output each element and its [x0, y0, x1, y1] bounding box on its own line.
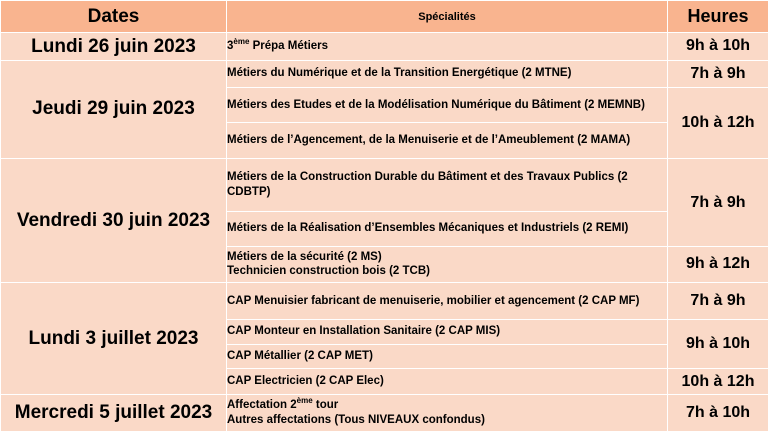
hour-cell: 10h à 12h [668, 368, 768, 394]
specialite-cell [227, 247, 668, 283]
specialite-tour: tour [312, 399, 339, 412]
specialite-number: 3 [227, 40, 234, 53]
specialite-superscript: ème [296, 396, 313, 406]
specialite-label: Prépa Métiers [249, 40, 329, 53]
header-row [1, 1, 768, 33]
specialite-cell: Métiers du Numérique et de la Transition Energétique (2 MTNE) [227, 60, 668, 87]
date-cell-lundi-3-juillet: Lundi 3 juillet 2023 [1, 282, 227, 395]
hour-cell: 7h à 9h [668, 282, 768, 320]
hour-cell: 7h à 9h [668, 158, 768, 246]
hour-cell: 9h à 10h [668, 33, 768, 60]
table-row [1, 282, 768, 320]
specialite-cell: Métiers de la Réalisation d’Ensembles Mécaniques et Industriels (2 REMI) [227, 211, 668, 247]
date-cell-mercredi-5-juillet: Mercredi 5 juillet 2023 [1, 395, 227, 432]
specialite-cell: CAP Menuisier fabricant de menuiserie, mobilier et agencement (2 CAP MF) [227, 282, 668, 320]
specialite-line: Autres affectations (Tous NIVEAUX confondus) [227, 414, 485, 427]
specialite-cell: Métiers des Etudes et de la Modélisation Numérique du Bâtiment (2 MEMNB) [227, 87, 668, 123]
specialite-line: Technicien construction bois (2 TCB) [227, 265, 430, 278]
specialite-cell [227, 395, 668, 432]
specialite-line: Métiers de la sécurité (2 MS) [227, 250, 382, 263]
table-row [1, 395, 768, 432]
date-cell-jeudi-29-juin: Jeudi 29 juin 2023 [1, 60, 227, 158]
date-cell-vendredi-30-juin: Vendredi 30 juin 2023 [1, 158, 227, 282]
specialite-affectation: Affectation 2 [227, 399, 297, 412]
date-cell-lundi-26-juin: Lundi 26 juin 2023 [1, 33, 227, 60]
hour-cell: 9h à 10h [668, 320, 768, 369]
specialite-cell: CAP Métallier (2 CAP MET) [227, 344, 668, 368]
hour-cell: 7h à 10h [668, 395, 768, 432]
header-specialites: Spécialités [227, 1, 668, 33]
specialite-cell [227, 33, 668, 60]
header-dates: Dates [1, 1, 227, 33]
specialite-cell: CAP Monteur en Installation Sanitaire (2 CAP MIS) [227, 320, 668, 344]
table-row [1, 60, 768, 87]
specialite-line [227, 398, 667, 413]
table-row [1, 158, 768, 211]
hour-cell: 7h à 9h [668, 60, 768, 87]
hour-cell: 9h à 12h [668, 247, 768, 283]
specialite-cell: CAP Electricien (2 CAP Elec) [227, 368, 668, 394]
hour-cell: 10h à 12h [668, 87, 768, 158]
specialite-cell: Métiers de la Construction Durable du Bâtiment et des Travaux Publics (2 CDBTP) [227, 158, 668, 211]
specialite-superscript: ème [233, 37, 250, 47]
header-heures: Heures [668, 1, 768, 33]
table-row [1, 33, 768, 60]
specialite-cell: Métiers de l’Agencement, de la Menuiserie et de l’Ameublement (2 MAMA) [227, 123, 668, 159]
